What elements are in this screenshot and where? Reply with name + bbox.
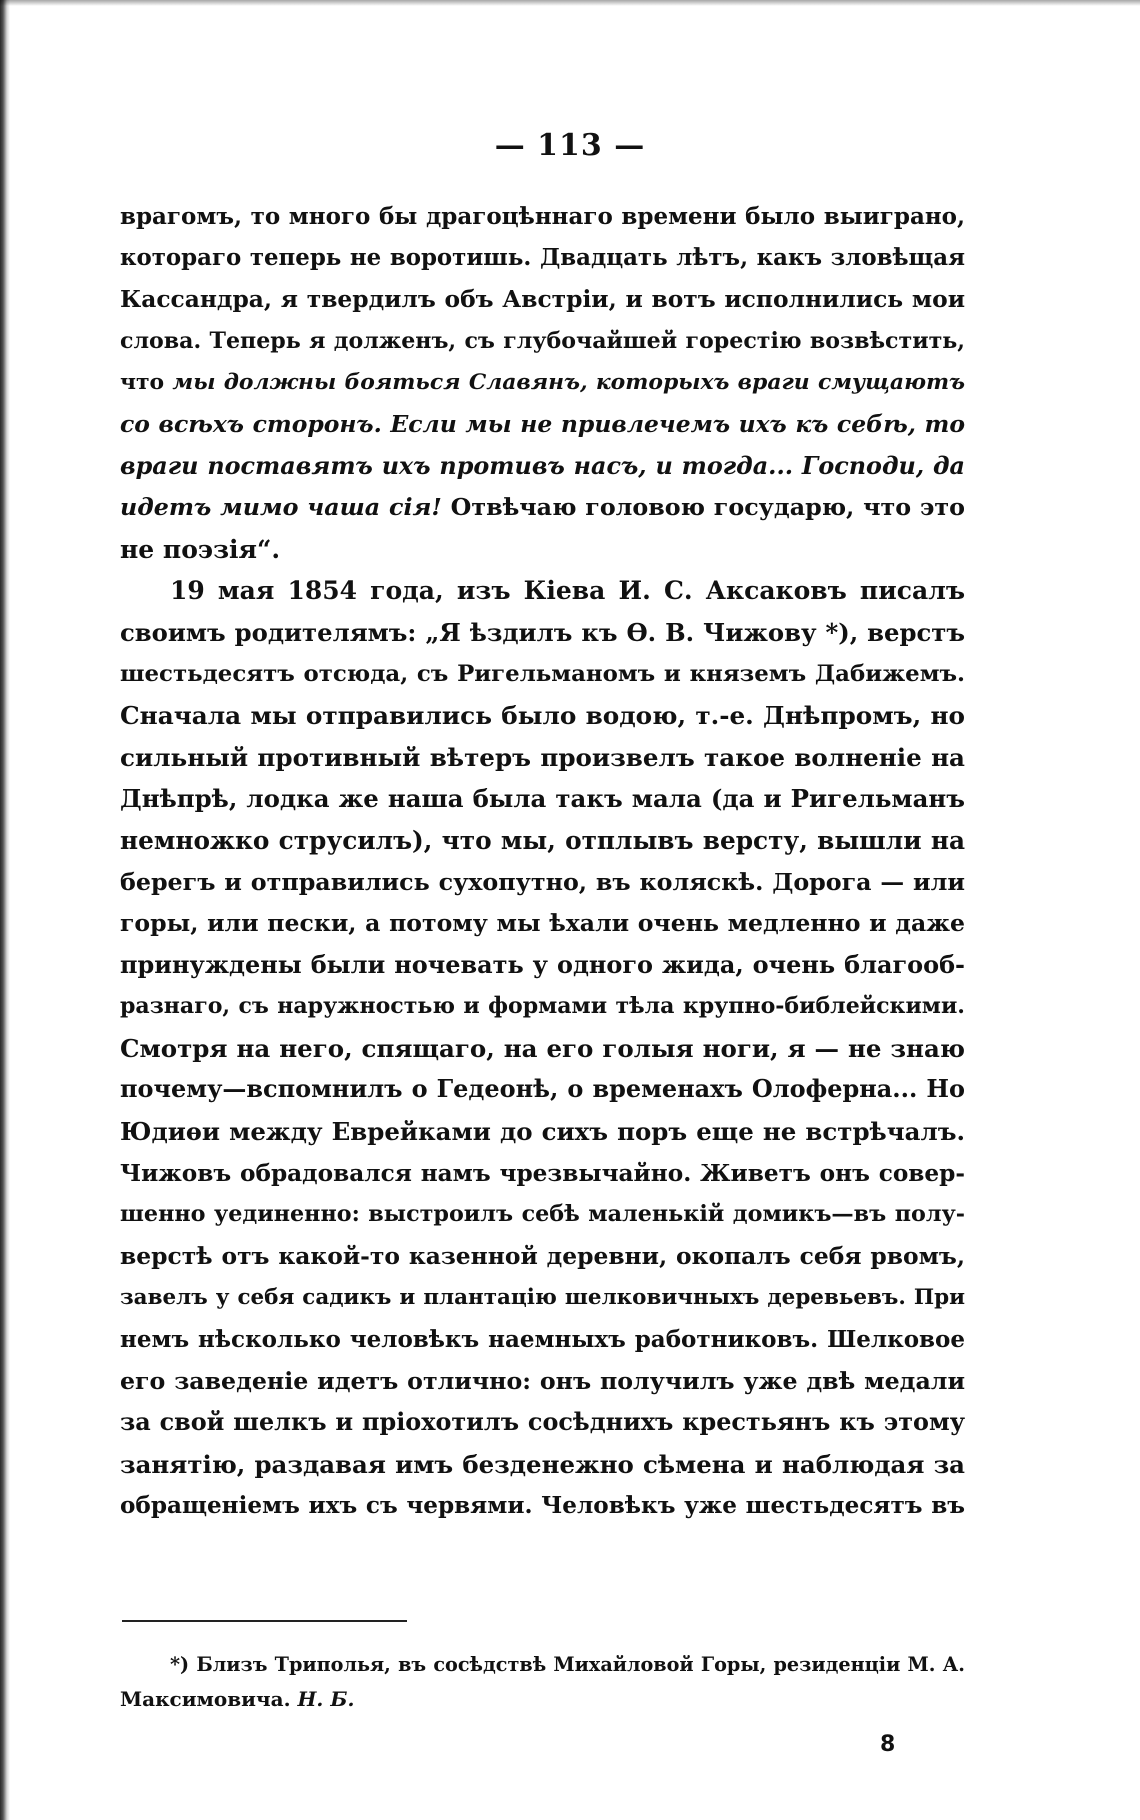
text-line: Кассандра, я твердилъ объ Австріи, и вотъ исполнились мои bbox=[120, 285, 965, 314]
text-line: врагомъ, то много бы драгоцѣннаго времени было выиграно, bbox=[120, 203, 965, 230]
text-line: принуждены были ночевать у одного жида, очень благооб- bbox=[120, 950, 965, 979]
text-line: за свой шелкъ и пріохотилъ сосѣднихъ крестьянъ къ этому bbox=[120, 1408, 965, 1437]
footnote-line: *) Близъ Триполья, въ сосѣдствѣ Михайловой Горы, резиденціи М. А. bbox=[170, 1653, 965, 1676]
text-line: шестьдесятъ отсюда, съ Ригельманомъ и княземъ Дабижемъ. bbox=[120, 660, 965, 687]
text-line: берегъ и отправились сухопутно, въ коляскѣ. Дорога — или bbox=[120, 867, 965, 896]
text-line: шенно уединенно: выстроилъ себѣ маленькій домикъ—въ полу- bbox=[120, 1201, 965, 1228]
text-line bbox=[120, 404, 965, 446]
text-line: почему—вспомнилъ о Гедеонѣ, о временахъ Олоферна... Но bbox=[120, 1075, 965, 1104]
text-line: Юдиѳи между Еврейками до сихъ поръ еще не встрѣчалъ. bbox=[120, 1117, 965, 1147]
footnote bbox=[120, 1648, 965, 1716]
text-line: немъ нѣсколько человѣкъ наемныхъ работниковъ. Шелковое bbox=[120, 1326, 965, 1354]
text-line: верстѣ отъ какой-то казенной деревни, окопалъ себя рвомъ, bbox=[120, 1241, 965, 1270]
text-line: что мы должны бояться Славянъ, которыхъ враги смущаютъ bbox=[120, 369, 965, 396]
italic-quote: враги поставятъ ихъ противъ насъ, и тогда... Господи, да bbox=[120, 451, 965, 480]
text-line: слова. Теперь я долженъ, съ глубочайшей горестію возвѣстить, bbox=[120, 327, 965, 354]
text-line: Сначала мы отправились было водою, т.-е. Днѣпромъ, но bbox=[120, 701, 965, 731]
text-line: Днѣпрѣ, лодка же наша была такъ мала (да и Ригельманъ bbox=[120, 784, 965, 814]
footnote-initials: Н. Б. bbox=[297, 1687, 355, 1711]
scan-edge-left bbox=[0, 0, 10, 1820]
text-line: своимъ родителямъ: „Я ѣздилъ къ Ѳ. В. Чижову *), верстъ bbox=[120, 617, 965, 647]
text-line: Смотря на него, спящаго, на его голыя ноги, я — не знаю bbox=[120, 1033, 965, 1063]
text-line: его заведеніе идетъ отлично: онъ получилъ уже двѣ медали bbox=[120, 1366, 965, 1395]
paragraph-start-line: 19 мая 1854 года, изъ Кіева И. С. Аксаковъ писалъ bbox=[170, 576, 965, 606]
printer-signature-mark: 8 bbox=[880, 1732, 896, 1757]
italic-quote: мы должны бояться Славянъ, которыхъ враги смущаютъ bbox=[172, 369, 965, 396]
text-line: не поэзія“. bbox=[120, 534, 281, 564]
text-line: обращеніемъ ихъ съ червями. Человѣкъ уже шестьдесятъ въ bbox=[120, 1492, 965, 1520]
text-line: идетъ мимо чаша сія! Отвѣчаю головою государю, что это bbox=[120, 493, 965, 522]
footnote-line: Максимовича. Н. Б. bbox=[120, 1687, 355, 1711]
text-line bbox=[120, 446, 965, 488]
text-line: занятію, раздавая имъ безденежно сѣмена и наблюдая за bbox=[120, 1449, 965, 1479]
main-text bbox=[120, 196, 965, 1527]
text-line: котораго теперь не воротишь. Двадцать лѣтъ, какъ зловѣщая bbox=[120, 244, 965, 271]
scan-edge-top bbox=[0, 0, 1140, 6]
page-number: — 113 — bbox=[494, 128, 646, 163]
text-line: сильный противный вѣтеръ произвелъ такое волненіе на bbox=[120, 742, 965, 772]
text-line: Чижовъ обрадовался намъ чрезвычайно. Живетъ онъ совер- bbox=[120, 1159, 965, 1187]
text-line: завелъ у себя садикъ и плантацію шелковичныхъ деревьевъ. При bbox=[120, 1285, 965, 1311]
text-line: немножко струсилъ), что мы, отплывъ версту, вышли на bbox=[120, 825, 965, 855]
text-line: горы, или пески, а потому мы ѣхали очень медленно и даже bbox=[120, 909, 965, 938]
italic-quote: со всѣхъ сторонъ. Если мы не привлечемъ ихъ къ себѣ, то bbox=[120, 409, 965, 438]
italic-quote: идетъ мимо чаша сія! bbox=[120, 493, 442, 522]
text-line: разнаго, съ наружностью и формами тѣла крупно-библейскими. bbox=[120, 993, 965, 1020]
footnote-divider bbox=[122, 1620, 407, 1622]
